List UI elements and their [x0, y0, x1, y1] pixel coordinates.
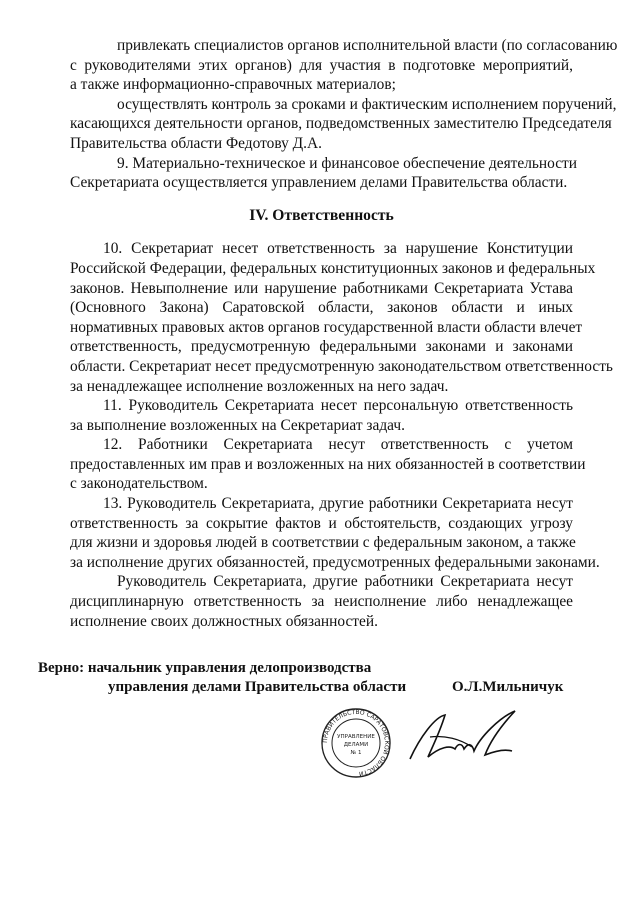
text-line: осуществлять контроль за сроками и фактическим исполнением поручений, — [117, 95, 617, 113]
text-line: ответственность за сокрытие фактов и обстоятельств, создающих угрозу — [70, 514, 573, 532]
text-line: Российской Федерации, федеральных конституционных законов и федеральных — [70, 259, 596, 277]
paragraph — [70, 154, 578, 193]
text-line: с руководителями этих органов) для участия в подготовке мероприятий, — [70, 56, 573, 74]
text-line: законов. Невыполнение или нарушение работниками Секретариата Устава — [70, 279, 573, 297]
certification-line-2: управления делами Правительства области — [108, 679, 407, 696]
certification-line-1: Верно: начальник управления делопроизводства — [38, 660, 372, 677]
stamp-center-3: № 1 — [350, 750, 362, 757]
text-line: предоставленных им прав и возложенных на них обязанностей в соответствии — [70, 455, 586, 473]
handwritten-signature — [400, 707, 520, 767]
text-line: дисциплинарную ответственность за неисполнение либо ненадлежащее — [70, 593, 573, 611]
signatory-name: О.Л.Мильничук — [452, 679, 564, 696]
text-line: 12. Работники Секретариата несут ответственность с учетом — [103, 436, 573, 454]
text-line: Руководитель Секретариата, другие работники Секретариата несут — [117, 573, 573, 591]
paragraph — [70, 435, 586, 494]
text-line: за ненадлежащее исполнение возложенных на него задач. — [70, 377, 449, 395]
paragraph — [70, 494, 600, 572]
paragraph — [70, 572, 573, 631]
text-line: с законодательством. — [70, 475, 208, 493]
signature-area — [0, 659, 640, 789]
page — [0, 36, 640, 789]
text-line: за выполнение возложенных на Секретариат задач. — [70, 416, 405, 434]
text-line: для жизни и здоровья людей в соответствии с федеральным законом, а также — [70, 534, 576, 552]
section-heading: IV. Ответственность — [249, 206, 394, 224]
text-line: Секретариата осуществляется управлением делами Правительства области. — [70, 174, 568, 192]
text-line: (Основного Закона) Саратовской области, законов области и иных — [70, 299, 573, 317]
text-line: 11. Руководитель Секретариата несет персональную ответственность — [103, 397, 573, 415]
stamp-center-1: УПРАВЛЕНИЕ — [337, 734, 375, 741]
text-line: 9. Материально-техническое и финансовое обеспечение деятельности — [117, 154, 578, 172]
text-line: области. Секретариат несет предусмотренную законодательством ответственность — [70, 357, 613, 375]
stamp-center-2: ДЕЛАМИ — [343, 742, 369, 749]
text-line: нормативных правовых актов органов государственной власти области влечет — [70, 318, 583, 336]
document-body — [70, 36, 618, 631]
text-line: привлекать специалистов органов исполнительной власти (по согласованию — [117, 37, 618, 54]
intro-paragraphs — [70, 36, 618, 193]
paragraph — [70, 396, 573, 435]
text-line: а также информационно-справочных материалов; — [70, 76, 396, 94]
text-line: 10. Секретариат несет ответственность за нарушение Конституции — [103, 240, 573, 258]
text-line: Правительства области Федотову Д.А. — [70, 134, 322, 152]
paragraph — [70, 239, 613, 396]
official-stamp — [318, 705, 394, 781]
text-line: ответственность, предусмотренную федеральными законами и законами — [70, 338, 573, 356]
section-paragraphs — [70, 239, 613, 631]
paragraph — [70, 95, 617, 154]
text-line: за исполнение других обязанностей, предусмотренных федеральными законами. — [70, 553, 600, 571]
text-line: 13. Руководитель Секретариата, другие работники Секретариата несут — [103, 495, 573, 513]
text-line: исполнение своих должностных обязанностей. — [70, 612, 378, 630]
paragraph — [70, 36, 618, 95]
stamp-ring-text: ПРАВИТЕЛЬСТВО САРАТОВСКОЙ ОБЛАСТИ — [321, 709, 391, 778]
text-line: касающихся деятельности органов, подведомственных заместителю Председателя — [70, 115, 612, 133]
certification-block — [38, 659, 406, 697]
